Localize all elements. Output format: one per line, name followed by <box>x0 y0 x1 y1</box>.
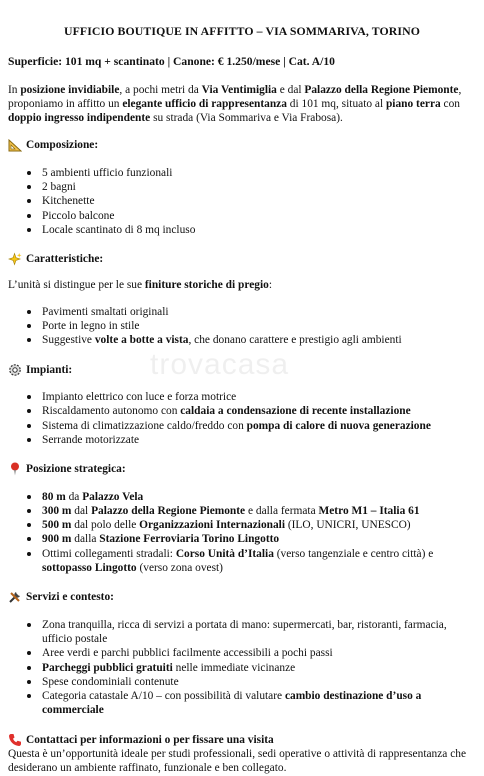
section-title-text: Composizione: <box>26 139 99 152</box>
impianti-list <box>8 390 476 447</box>
bold-text: pompa di calore di nuova generazione <box>246 419 431 432</box>
bold-text: piano terra <box>385 97 441 110</box>
bold-text: Palazzo della Regione Piemonte <box>91 504 246 517</box>
bold-text: volte a botte a vista <box>94 334 189 347</box>
list-item <box>8 209 476 223</box>
list-item <box>8 646 476 660</box>
text-run: (ILO, UNICRI, UNESCO) <box>285 519 411 532</box>
bold-text: Palazzo Vela <box>82 490 144 503</box>
text-run: dalla <box>71 533 100 546</box>
text-run: , proponiamo in affitto un <box>8 83 462 110</box>
section-title-text: Contattaci per informazioni o per fissare una visita <box>26 733 274 746</box>
text-run: Sistema di climatizzazione caldo/freddo con <box>42 419 247 432</box>
text-run: Riscaldamento autonomo con <box>42 405 181 418</box>
text-run: 5 ambienti ufficio funzionali <box>42 166 173 179</box>
bold-text: 80 m <box>42 490 66 503</box>
bold-text: Metro M1 – Italia 61 <box>318 504 420 517</box>
list-item <box>8 419 476 433</box>
list-item <box>8 547 476 576</box>
text-run: Locale scantinato di 8 mq incluso <box>42 223 196 236</box>
text-run: Zona tranquilla, ricca di servizi a portata di mano: supermercati, bar, ristoranti, farmacia, ufficio postale <box>42 618 447 645</box>
phone-icon <box>8 733 22 747</box>
text-run: In <box>8 83 21 96</box>
intro-paragraph <box>8 83 476 126</box>
bold-text: sottopasso Lingotto <box>42 562 137 575</box>
servizi-list <box>8 618 476 718</box>
watermark-logo: trovacasa <box>150 348 290 381</box>
text-run: L’unità si distingue per le sue <box>8 278 145 291</box>
bold-text: caldaia a condensazione di recente installazione <box>180 405 411 418</box>
text-run: , a pochi metri da <box>119 83 202 96</box>
list-item <box>8 319 476 333</box>
list-item <box>8 661 476 675</box>
text-run: Serrande motorizzate <box>42 433 140 446</box>
list-item <box>8 333 476 347</box>
list-item <box>8 390 476 404</box>
bold-text: finiture storiche di pregio <box>144 278 269 291</box>
summary-line: Superficie: 101 mq + scantinato | Canone: € 1.250/mese | Cat. A/10 <box>8 55 335 69</box>
caratteristiche-lead <box>8 278 476 292</box>
text-run: Ottimi collegamenti stradali: <box>42 547 176 560</box>
list-item <box>8 490 476 504</box>
bold-text: elegante ufficio di rappresentanza <box>122 97 287 110</box>
text-run: (verso zona ovest) <box>136 562 223 575</box>
list-item <box>8 675 476 689</box>
text-run: Categoria catastale A/10 – con possibilità di valutare <box>42 690 285 703</box>
text-run: e dalla fermata <box>245 504 319 517</box>
text-run: Impianto elettrico con luce e forza motrice <box>42 391 237 404</box>
list-item <box>8 305 476 319</box>
list-item <box>8 166 476 180</box>
bold-text: 300 m <box>42 504 72 517</box>
bold-text: posizione invidiabile <box>20 83 120 96</box>
text-run: (verso tangenziale e centro città) e <box>273 547 434 560</box>
document-page <box>8 24 476 776</box>
section-title-text: Caratteristiche: <box>26 253 104 266</box>
bold-text: Via Ventimiglia <box>201 83 277 96</box>
bold-text: Corso Unità d’Italia <box>175 547 274 560</box>
list-item <box>8 223 476 237</box>
bold-text: Palazzo della Regione Piemonte <box>304 83 459 96</box>
list-item <box>8 433 476 447</box>
composizione-list <box>8 166 476 237</box>
section-title-text: Posizione strategica: <box>26 463 126 476</box>
text-run: 2 bagni <box>42 181 76 194</box>
bold-text: Organizzazioni Internazionali <box>139 519 285 532</box>
bold-text: doppio ingresso indipendente <box>8 112 151 125</box>
text-run: e dal <box>276 83 305 96</box>
triangle-ruler-icon <box>8 139 22 153</box>
contatti-text: Questa è un’opportunità ideale per studi professionali, sedi operative o attività di rappresentanza che desiderano un ambiente raffinato, funzionale e ben collegato. <box>8 747 466 775</box>
bold-text: Parcheggi pubblici gratuiti <box>42 661 173 674</box>
gear-icon <box>8 363 22 377</box>
list-item <box>8 404 476 418</box>
pin-icon <box>8 462 22 476</box>
text-run: Suggestive <box>42 334 95 347</box>
list-item <box>8 518 476 532</box>
text-run: da <box>65 490 83 503</box>
document-title: UFFICIO BOUTIQUE IN AFFITTO – VIA SOMMARIVA, TORINO <box>63 24 420 38</box>
bold-text: cambio destinazione d’uso a commerciale <box>42 690 422 717</box>
text-run: dal polo delle <box>71 519 140 532</box>
list-item <box>8 180 476 194</box>
text-run: di 101 mq, situato al <box>286 97 386 110</box>
bold-text: 900 m <box>42 533 72 546</box>
bold-text: Stazione Ferroviaria Torino Lingotto <box>99 533 280 546</box>
text-run: Piccolo balcone <box>42 209 115 222</box>
section-title-text: Servizi e contesto: <box>26 591 114 604</box>
caratteristiche-list <box>8 305 476 348</box>
text-run: : <box>268 278 272 291</box>
list-item <box>8 618 476 647</box>
section-composizione-title <box>8 138 476 152</box>
sparkles-icon <box>8 252 22 266</box>
tools-icon <box>8 590 22 604</box>
text-run: su strada (Via Sommariva e Via Frabosa). <box>150 112 343 125</box>
list-item <box>8 532 476 546</box>
section-posizione-title <box>8 462 476 476</box>
bold-text: 500 m <box>42 519 72 532</box>
section-impianti-title <box>8 363 476 377</box>
section-title-text: Impianti: <box>26 363 73 376</box>
section-contatti-title <box>8 733 476 747</box>
text-run: Porte in legno in stile <box>42 320 140 333</box>
text-run: Pavimenti smaltati originali <box>42 305 169 318</box>
text-run: con <box>440 97 460 110</box>
list-item <box>8 689 476 718</box>
text-run: Aree verdi e parchi pubblici facilmente accessibili a pochi passi <box>42 647 333 660</box>
list-item <box>8 194 476 208</box>
section-caratteristiche-title <box>8 252 476 266</box>
text-run: dal <box>71 504 92 517</box>
posizione-list <box>8 490 476 576</box>
text-run: nelle immediate vicinanze <box>172 661 296 674</box>
text-run: Spese condominiali contenute <box>42 675 179 688</box>
list-item <box>8 504 476 518</box>
text-run: , che donano carattere e prestigio agli ambienti <box>188 334 402 347</box>
text-run: Kitchenette <box>42 195 95 208</box>
section-servizi-title <box>8 590 476 604</box>
